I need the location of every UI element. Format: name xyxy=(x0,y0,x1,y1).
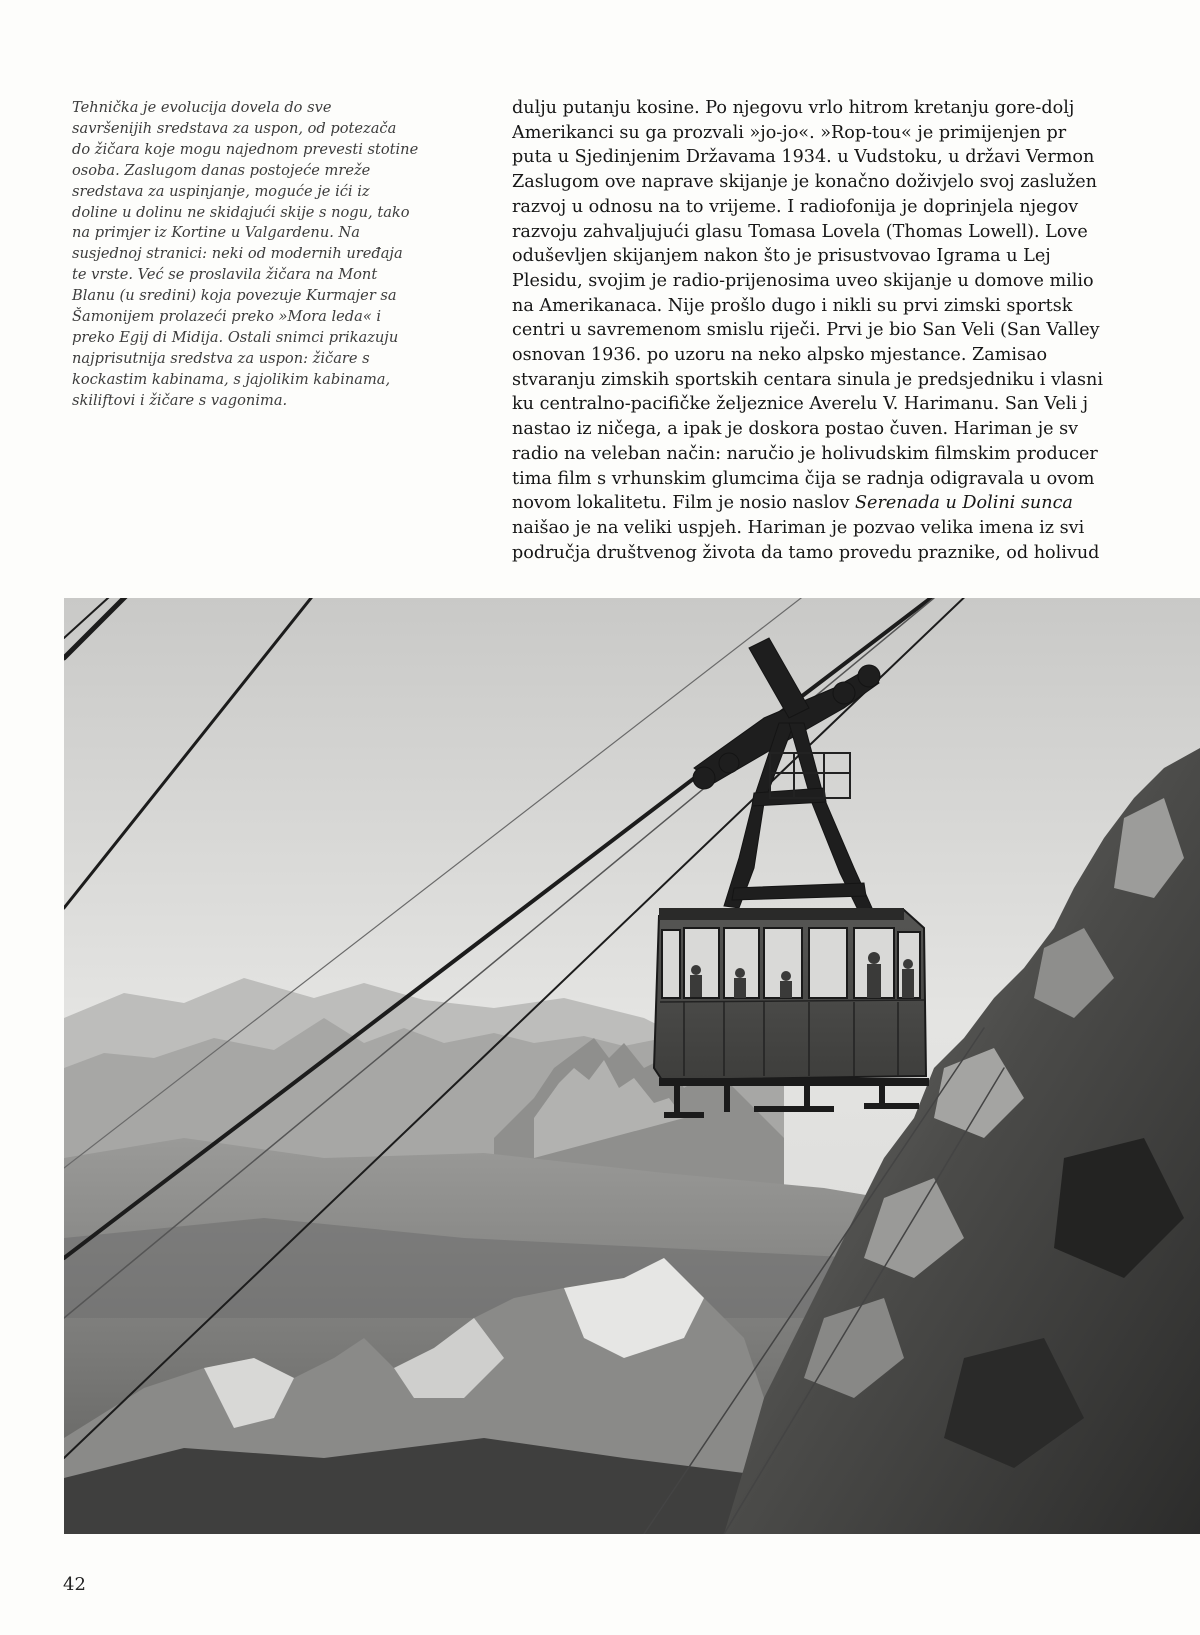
body-line: tima film s vrhunskim glumcima čija se radnja odigravala u ovom xyxy=(512,468,1095,489)
body-line: novom lokalitetu. Film je nosio naslov xyxy=(512,493,850,514)
cable-car-photo xyxy=(64,598,1200,1534)
caption-line: preko Egij di Midija. Ostali snimci prikazuju xyxy=(72,328,399,346)
caption-line: savršenijih sredstava za uspon, od potezača xyxy=(72,119,397,137)
body-line: ku centralno-pacifičke željeznice Averelu V. Harimanu. San Veli j xyxy=(512,394,1089,415)
body-line: osnovan 1936. po uzoru na neko alpsko mjestance. Zamisao xyxy=(512,345,1048,366)
body-line: razvoj u odnosu na to vrijeme. I radiofonija je doprinjela njegov xyxy=(512,196,1079,217)
body-line: na Amerikanaca. Nije prošlo dugo i nikli su prvi zimski sportsk xyxy=(512,295,1073,316)
body-line: Plesidu, svojim je radio-prijenosima uveo skijanje u domove milio xyxy=(512,270,1094,291)
body-line: puta u Sjedinjenim Državama 1934. u Vudstoku, u državi Vermon xyxy=(512,147,1095,168)
caption-line: skiliftovi i žičare s vagonima. xyxy=(72,391,288,409)
body-line-with-title xyxy=(512,491,1152,516)
caption-line: kockastim kabinama, s jajolikim kabinama, xyxy=(72,370,391,388)
caption-line: te vrste. Već se proslavila žičara na Mont xyxy=(72,266,378,284)
caption-line: Blanu (u sredini) koja povezuje Kurmajer sa xyxy=(72,287,397,305)
body-line: stvaranju zimskih sportskih centara sinula je predsjedniku i vlasni xyxy=(512,369,1104,390)
caption-line: do žičara koje mogu najednom prevesti stotine xyxy=(72,140,419,158)
caption-line: susjednoj stranici: neki od modernih uređaja xyxy=(72,245,403,263)
caption-line: doline u dolinu ne skidajući skije s nogu, tako xyxy=(72,203,410,221)
body-line: razvoju zahvaljujući glasu Tomasa Lovela (Thomas Lowell). Love xyxy=(512,221,1088,242)
caption-line: Tehnička je evolucija dovela do sve xyxy=(72,99,332,116)
caption-line: sredstava za uspinjanje, moguće je ići iz xyxy=(72,182,370,200)
body-line: dulju putanju kosine. Po njegovu vrlo hitrom kretanju gore-dolj xyxy=(512,98,1075,118)
caption-line: osoba. Zaslugom danas postojeće mreže xyxy=(72,161,371,179)
body-line: Zaslugom ove naprave skijanje je konačno doživjelo svoj zaslužen xyxy=(512,172,1097,193)
caption-line: najprisutnija sredstva za uspon: žičare s xyxy=(72,349,370,367)
film-title: Serenada u Dolini sunca xyxy=(855,493,1073,514)
caption-line: na primjer iz Kortine u Valgardenu. Na xyxy=(72,224,360,242)
body-line: centri u savremenom smislu riječi. Prvi je bio San Veli (San Valley xyxy=(512,320,1100,341)
body-line: naišao je na veliki uspjeh. Hariman je pozvao velika imena iz svi xyxy=(512,517,1085,538)
page-number: 42 xyxy=(63,1574,86,1595)
caption-line: Šamonijem prolazeći preko »Mora leda« i xyxy=(72,308,382,326)
body-line: nastao iz ničega, a ipak je doskora postao čuven. Hariman je sv xyxy=(512,419,1079,440)
photo-caption xyxy=(72,98,472,412)
body-line: područja društvenog života da tamo provedu praznike, od holivud xyxy=(512,542,1100,563)
body-line: radio na veleban način: naručio je holivudskim filmskim producer xyxy=(512,443,1098,464)
body-text-column xyxy=(512,96,1152,565)
body-line: Amerikanci su ga prozvali »jo-jo«. »Rop-tou« je primijenjen pr xyxy=(512,122,1067,143)
body-line: oduševljen skijanjem nakon što je prisustvovao Igrama u Lej xyxy=(512,246,1051,267)
